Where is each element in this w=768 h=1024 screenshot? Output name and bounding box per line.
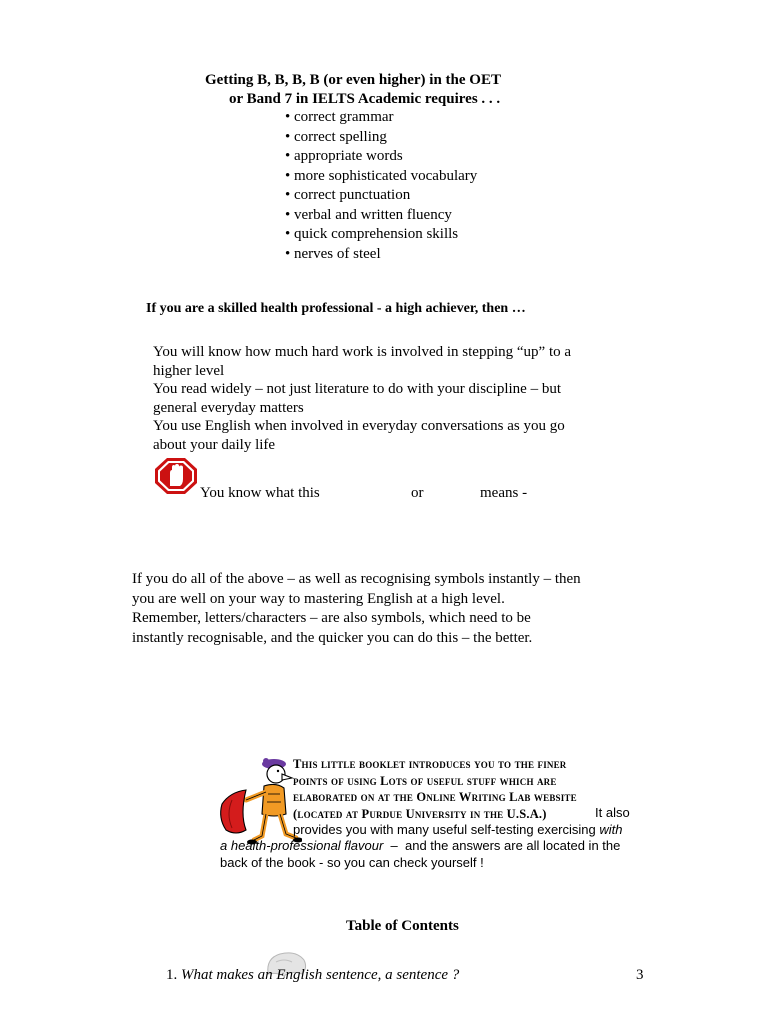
booklet-line-5-text: provides you with many useful self-testing exercising xyxy=(293,822,596,837)
list-item: • appropriate words xyxy=(285,148,403,164)
stop-hand-icon xyxy=(154,457,198,495)
toc-item-text: What makes an English sentence, a sentence ? xyxy=(181,967,460,983)
booklet-line-6 xyxy=(220,838,620,853)
list-item: • correct spelling xyxy=(285,128,387,145)
achiever-paragraph xyxy=(153,343,571,454)
paragraph-line: instantly recognisable, and the quicker you can do this – the better. xyxy=(132,629,533,646)
paragraph-line: You read widely – not just literature to do with your discipline – but xyxy=(153,381,562,397)
subheading: If you are a skilled health professional - a high achiever, then … xyxy=(146,301,526,316)
booklet-line-6-text: – and the answers are all located in the xyxy=(383,838,621,853)
booklet-intro xyxy=(293,756,577,822)
paragraph-line: points of using Lots of useful stuff which are xyxy=(293,773,557,788)
booklet-also: It also xyxy=(595,805,630,820)
list-item: • more sophisticated vocabulary xyxy=(285,167,478,184)
toc-item-page: 3 xyxy=(636,967,644,983)
symbols-text-3: means - xyxy=(480,485,528,501)
symbols-text-2: or xyxy=(411,485,424,501)
list-item: • verbal and written fluency xyxy=(285,206,452,223)
booklet-line-7: back of the book - so you can check yourself ! xyxy=(220,855,484,870)
paragraph-line: If you do all of the above – as well as recognising symbols instantly – then xyxy=(132,571,581,587)
paragraph-line: about your daily life xyxy=(153,436,276,453)
paragraph-line: You will know how much hard work is involved in stepping “up” to a xyxy=(153,344,572,360)
toc-title: Table of Contents xyxy=(346,918,459,934)
paragraph-line: elaborated on at the Online Writing Lab website xyxy=(293,790,577,804)
jester-clipart-icon xyxy=(216,756,302,848)
paragraph-line: higher level xyxy=(153,362,225,379)
paragraph-line: You use English when involved in everyday conversations as you go xyxy=(153,418,565,434)
list-item: • correct grammar xyxy=(285,109,394,125)
heading-line-1: Getting B, B, B, B (or even higher) in the OET xyxy=(205,72,501,88)
summary-paragraph xyxy=(132,570,581,648)
paragraph-line: This little booklet introduces you to the finer xyxy=(293,757,567,771)
paragraph-line: (located at Purdue University in the U.S.A.) xyxy=(293,806,547,821)
heading-line-2: or Band 7 in IELTS Academic requires . . . xyxy=(229,91,501,107)
toc-item-number: 1. xyxy=(166,967,178,983)
list-item: • quick comprehension skills xyxy=(285,226,459,242)
booklet-flavour: a health-professional flavour xyxy=(220,838,384,853)
requirements-list xyxy=(285,108,477,264)
symbols-text-1: You know what this xyxy=(200,485,320,501)
list-item: • nerves of steel xyxy=(285,245,381,262)
paragraph-line: you are well on your way to mastering English at a high level. xyxy=(132,590,505,607)
paragraph-line: general everyday matters xyxy=(153,399,304,416)
toc-item[interactable] xyxy=(166,967,459,984)
booklet-line-5 xyxy=(293,822,623,837)
booklet-with: with xyxy=(599,822,623,837)
list-item: • correct punctuation xyxy=(285,187,411,203)
paragraph-line: Remember, letters/characters – are also symbols, which need to be xyxy=(132,610,531,626)
